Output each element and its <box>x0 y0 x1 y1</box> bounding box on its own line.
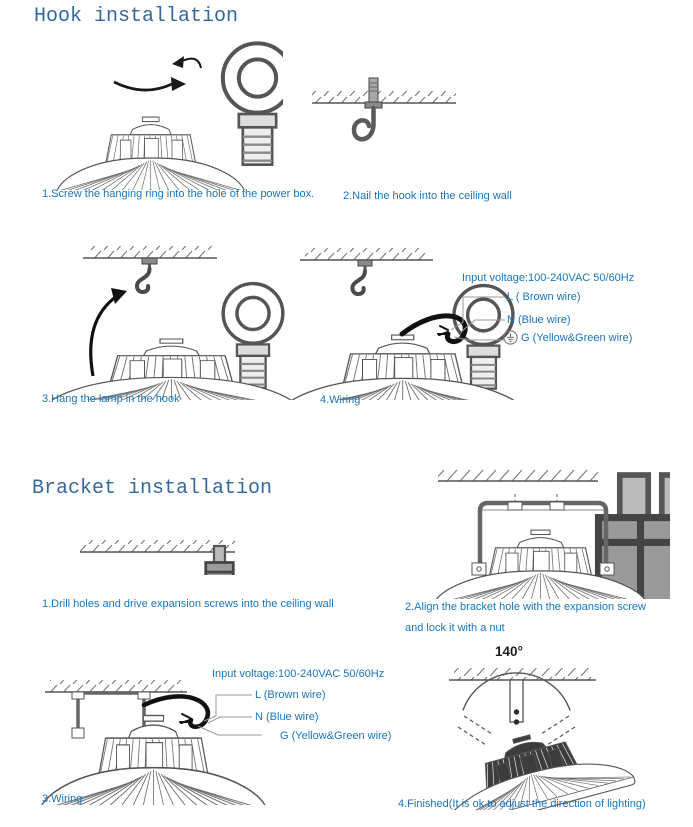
hanging-ring-icon <box>223 43 283 164</box>
bracket-step2-caption-line2: and lock it with a nut <box>405 622 505 634</box>
ceiling-hook-icon <box>354 78 382 139</box>
bolt-dot <box>514 709 519 714</box>
neutral-wire-label: N (Blue wire) <box>507 314 571 326</box>
ceiling-hook-icon <box>353 271 366 294</box>
hook-step3-caption: 3.Hang the lamp in the hook <box>42 393 180 405</box>
bracket-step2-caption-line1: 2.Align the bracket hole with the expansion screw <box>405 601 646 613</box>
bracket-hole <box>550 502 564 510</box>
ceiling-hook-icon <box>137 269 150 292</box>
ceiling-hatch <box>88 246 212 258</box>
bracket-step1-diagram <box>75 520 240 575</box>
bracket-step3-caption: 3.Wiring <box>42 793 83 805</box>
tilted-lamp-group <box>426 712 635 810</box>
hook-step2-caption: 2.Nail the hook into the ceiling wall <box>343 190 512 202</box>
bolt-dot <box>514 719 519 724</box>
live-wire-label: L ( Brown wire) <box>507 291 581 303</box>
ground-wire-label: G (Yellow&Green wire) <box>521 332 633 344</box>
ceiling-hatch <box>50 680 182 692</box>
power-cable <box>144 696 208 726</box>
input-voltage-label: Input voltage:100-240VAC 50/60Hz <box>462 272 635 284</box>
bracket-section-title: Bracket installation <box>32 477 273 500</box>
bracket-step4-caption: 4.Finished(It is ok to adjust the direction of lighting) <box>398 798 646 810</box>
ceiling-hatch <box>80 540 235 552</box>
rotation-arrows-icon <box>114 56 201 91</box>
angle-label: 140° <box>495 644 523 659</box>
hook-plate <box>142 258 157 264</box>
input-voltage-label: Input voltage:100-240VAC 50/60Hz <box>212 668 385 680</box>
hook-plate <box>358 260 372 266</box>
ceiling-hatch <box>438 469 598 481</box>
neutral-wire-label: N (Blue wire) <box>255 711 319 723</box>
bracket-hole <box>508 502 522 510</box>
highbay-lamp-drawing <box>57 117 245 190</box>
bracket-step4-diagram <box>424 640 692 810</box>
highbay-lamp-drawing <box>426 712 635 810</box>
ceiling-hatch <box>312 91 456 103</box>
bracket-step1-caption: 1.Drill holes and drive expansion screws into the ceiling wall <box>42 598 334 610</box>
hook-step1-caption: 1.Screw the hanging ring into the hole of the power box. <box>42 188 315 200</box>
live-wire-label: L (Brown wire) <box>255 689 326 701</box>
ceiling-hatch <box>305 248 428 260</box>
hook-step2-diagram <box>310 60 458 178</box>
earth-ground-icon <box>503 330 518 345</box>
hook-section-title: Hook installation <box>34 5 239 28</box>
bracket-step2-caption <box>405 597 646 639</box>
mounting-post <box>510 680 523 722</box>
bracket-step2-diagram <box>420 457 670 599</box>
ground-wire-label: G (Yellow&Green wire) <box>280 730 392 742</box>
hook-step1-diagram <box>48 30 283 190</box>
hook-step4-caption: 4.Wiring <box>320 394 361 406</box>
